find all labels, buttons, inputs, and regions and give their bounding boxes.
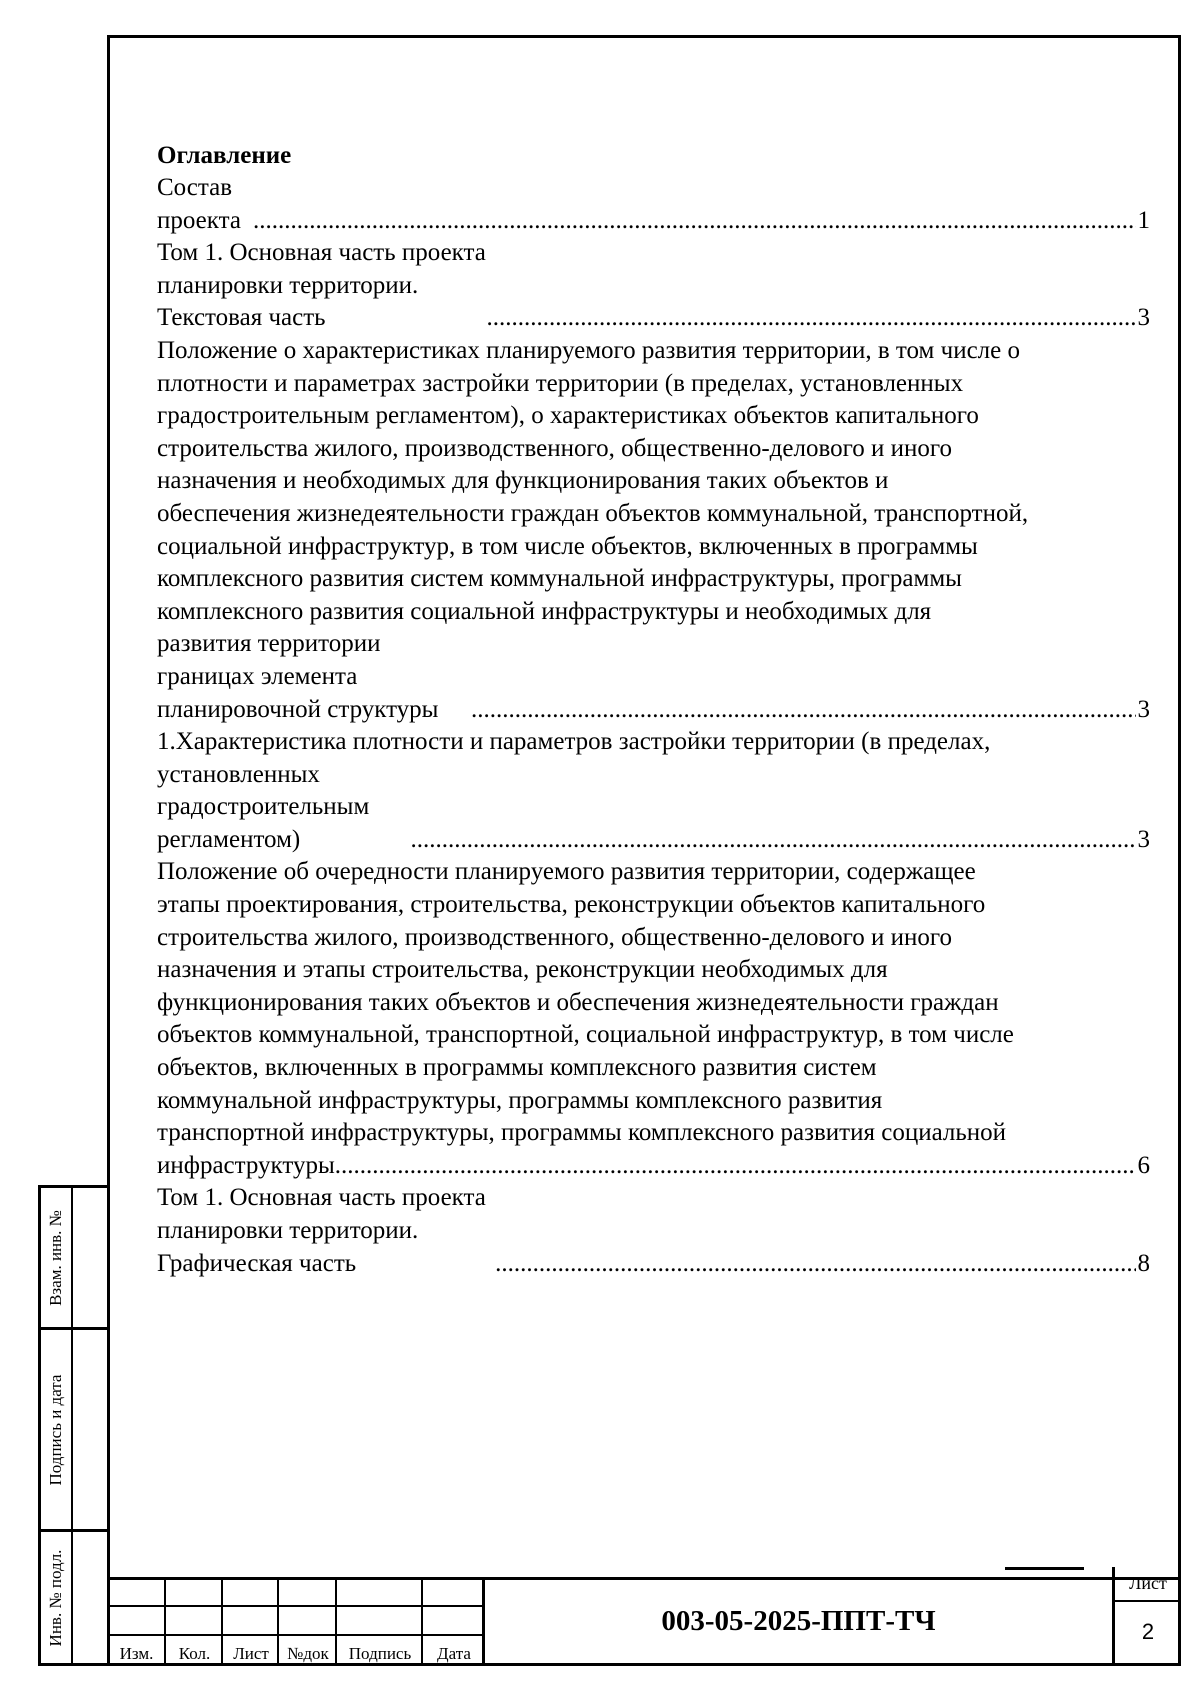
toc-page-number: 3 [1137, 304, 1150, 332]
toc-page-number: 6 [1137, 1151, 1150, 1179]
title-block [107, 1573, 1181, 1666]
sheet-number-box [1112, 1567, 1181, 1666]
dot-leader [335, 1150, 1136, 1183]
side-cell-inv-original [38, 1529, 107, 1666]
toc-entry-line: этапы проектирования, строительства, реконструкции объектов капитального [157, 891, 986, 919]
dot-leader [487, 302, 1136, 335]
dot-leader [471, 694, 1135, 727]
toc-entry-line: строительства жилого, производственного, общественно-делового и иного [157, 434, 953, 462]
toc-entry-number: 1. [157, 728, 176, 756]
toc-entry-line: социальной инфраструктур, в том числе объектов, включенных в программы [157, 532, 978, 560]
toc-entry-text: развития территории границах элемента планировочной структуры [157, 630, 439, 723]
toc-entry-line: транспортной инфраструктуры, программы комплексного развития социальной [157, 1119, 1007, 1147]
toc-entry[interactable] [157, 726, 1150, 856]
dot-leader [495, 1248, 1135, 1281]
toc-entry-text: Том 1. Основная часть проекта планировки территории. Графическая часть [157, 1184, 486, 1277]
stamp-divider [1005, 1567, 1084, 1570]
toc-entry-line: Характеристика плотности и параметров застройки территории (в пределах, [175, 728, 991, 756]
side-cell-signature-date [38, 1327, 107, 1532]
toc-title: Оглавление [157, 142, 292, 169]
side-label: Подпись и дата [46, 1374, 65, 1485]
toc-entry[interactable] [157, 1182, 1150, 1280]
toc-entry[interactable] [157, 856, 1150, 1182]
toc-entry-line: Положение об очередности планируемого развития территории, содержащее [157, 858, 976, 886]
sheet-label: Лист [1115, 1567, 1181, 1602]
column-label: Кол. [178, 1644, 211, 1663]
toc-entry-line: градостроительным регламентом), о характеристиках объектов капитального [157, 402, 979, 430]
toc-entry-line: Положение о характеристиках планируемого развития территории, в том числе о [157, 336, 1020, 364]
toc-entry-line: обеспечения жизнедеятельности граждан объектов коммунальной, транспортной, [157, 499, 1029, 527]
column-label: №док [287, 1644, 329, 1663]
side-label: Взам. инв. № [46, 1209, 65, 1306]
toc-entry-line: объектов коммунальной, транспортной, социальной инфраструктур, в том числе [157, 1021, 1014, 1049]
dot-leader [253, 205, 1136, 238]
toc-entry[interactable] [157, 172, 1150, 237]
toc-page-number: 3 [1137, 695, 1150, 723]
column-label: Лист [233, 1644, 269, 1663]
toc-entry-line: строительства жилого, производственного, общественно-делового и иного [157, 923, 953, 951]
toc-entry-text: Том 1. Основная часть проекта планировки территории. Текстовая часть [157, 239, 486, 332]
revision-grid [107, 1577, 485, 1666]
document-code: 003-05-2025-ППТ-ТЧ [661, 1605, 936, 1637]
dot-leader [410, 824, 1135, 857]
toc-entry-line: назначения и необходимых для функционирования таких объектов и [157, 467, 889, 495]
column-label: Подпись [348, 1644, 412, 1663]
toc-entry[interactable] [157, 335, 1150, 726]
table-of-contents [157, 140, 1150, 1280]
toc-entry[interactable] [157, 237, 1150, 335]
toc-entry-line: комплексного развития социальной инфраструктуры и необходимых для [157, 597, 932, 625]
toc-page-number: 3 [1137, 825, 1150, 853]
sheet-number: 2 [1141, 1619, 1155, 1644]
toc-entry-text: инфраструктуры [157, 1151, 335, 1179]
toc-entry-line: назначения и этапы строительства, реконструкции необходимых для [157, 956, 888, 984]
toc-page-number: 1 [1137, 206, 1150, 234]
toc-page-number: 8 [1137, 1249, 1150, 1277]
toc-entry-line: функционирования таких объектов и обеспечения жизнедеятельности граждан [157, 988, 999, 1016]
toc-entry-line: плотности и параметрах застройки территории (в пределах, установленных [157, 369, 964, 397]
toc-entry-line: объектов, включенных в программы комплексного развития систем [157, 1054, 877, 1082]
column-label: Изм. [119, 1644, 154, 1663]
side-cell-replace-inv [38, 1185, 107, 1330]
side-label: Инв. № подл. [46, 1549, 65, 1646]
toc-entry-line: коммунальной инфраструктуры, программы комплексного развития [157, 1086, 883, 1114]
column-label: Дата [437, 1644, 471, 1663]
toc-entry-line: комплексного развития систем коммунальной инфраструктуры, программы [157, 565, 962, 593]
toc-entry-text: Состав проекта [157, 174, 241, 234]
toc-entry-text: установленных градостроительным регламентом) [157, 760, 370, 853]
